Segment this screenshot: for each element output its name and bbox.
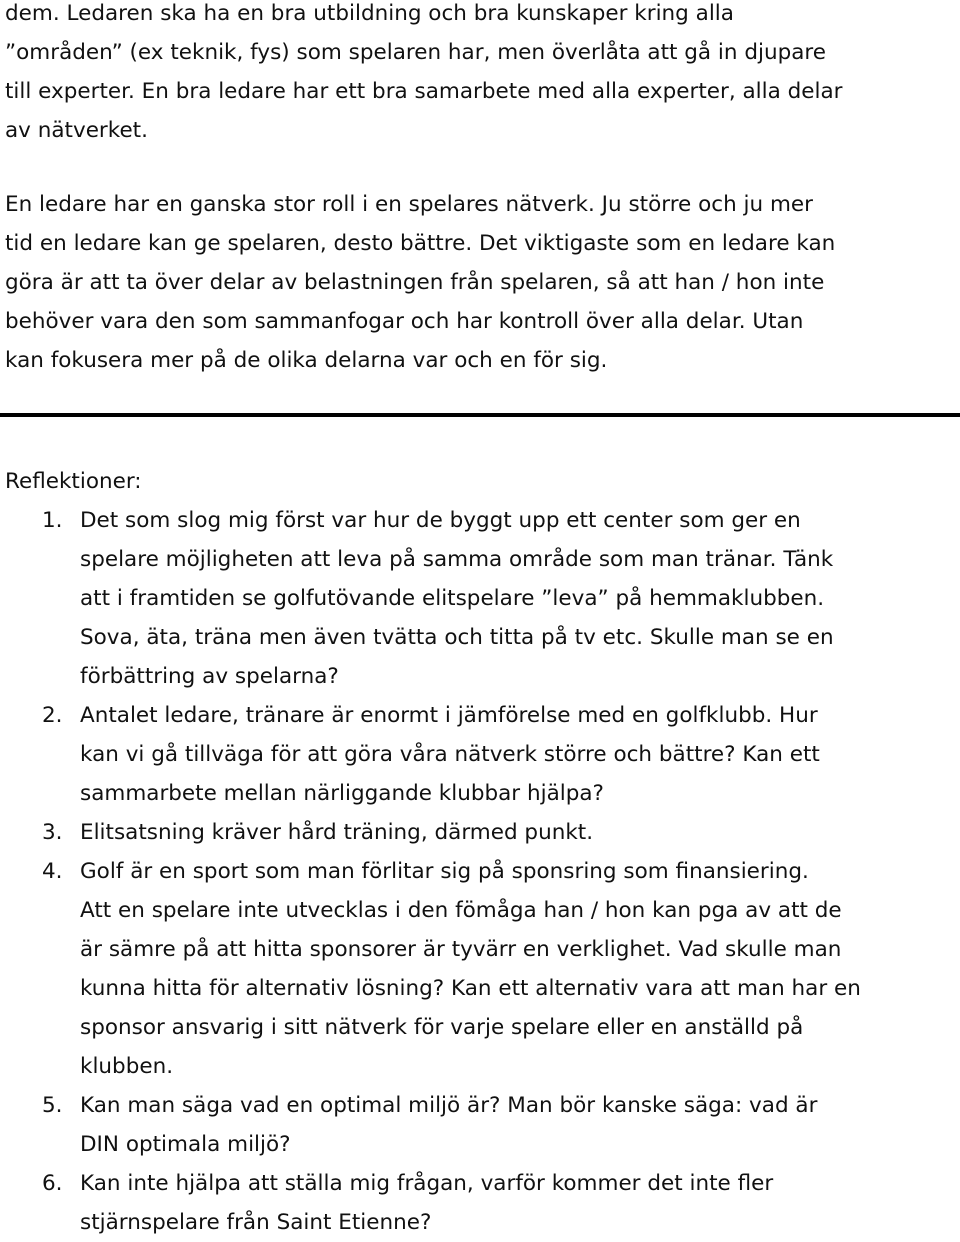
reflection-text (80, 1086, 861, 1164)
reflections-list (0, 501, 861, 1242)
reflection-text (80, 696, 861, 813)
text-line: Kan man säga vad en optimal miljö är? Man bör kanske säga: vad är (80, 1093, 818, 1118)
reflection-item-3 (0, 813, 861, 852)
text-line: till experter. En bra ledare har ett bra samarbete med alla experter, alla delar (5, 79, 843, 104)
text-line: DIN optimala miljö? (80, 1132, 291, 1157)
paragraph-leader-network-role (5, 185, 955, 380)
reflection-item-1 (0, 501, 861, 696)
text-line: Kan inte hjälpa att ställa mig frågan, varför kommer det inte fler (80, 1171, 774, 1196)
text-line: sammarbete mellan närliggande klubbar hjälpa? (80, 781, 604, 806)
text-line: behöver vara den som sammanfogar och har kontroll över alla delar. Utan (5, 309, 804, 334)
text-line: Antalet ledare, tränare är enormt i jämförelse med en golfklubb. Hur (80, 703, 818, 728)
text-line: är sämre på att hitta sponsorer är tyvärr en verklighet. Vad skulle man (80, 937, 842, 962)
text-line: stjärnspelare från Saint Etienne? (80, 1210, 432, 1235)
text-line: förbättring av spelarna? (80, 664, 339, 689)
reflection-item-2 (0, 696, 861, 813)
text-line: En ledare har en ganska stor roll i en spelares nätverk. Ju större och ju mer (5, 192, 814, 217)
text-line: kunna hitta för alternativ lösning? Kan ett alternativ vara att man har en (80, 976, 861, 1001)
text-line: dem. Ledaren ska ha en bra utbildning och bra kunskaper kring alla (5, 1, 734, 26)
text-line: sponsor ansvarig i sitt nätverk för varje spelare eller en anställd på (80, 1015, 804, 1040)
reflection-text (80, 1164, 861, 1242)
text-line: Golf är en sport som man förlitar sig på sponsring som finansiering. (80, 859, 809, 884)
text-line: kan vi gå tillväga för att göra våra nätverk större och bättre? Kan ett (80, 742, 820, 767)
reflection-text (80, 852, 861, 1086)
reflection-item-5 (0, 1086, 861, 1164)
text-line: ”områden” (ex teknik, fys) som spelaren har, men överlåta att gå in djupare (5, 40, 827, 65)
list-number: 2. (42, 703, 63, 728)
reflection-item-4 (0, 852, 861, 1086)
text-line: spelare möjligheten att leva på samma område som man tränar. Tänk (80, 547, 834, 572)
text-line: Sova, äta, träna men även tvätta och titta på tv etc. Skulle man se en (80, 625, 834, 650)
text-line: tid en ledare kan ge spelaren, desto bättre. Det viktigaste som en ledare kan (5, 231, 836, 256)
list-number: 1. (42, 508, 63, 533)
list-number: 3. (42, 820, 63, 845)
reflection-text (80, 501, 861, 696)
text-line: av nätverket. (5, 118, 148, 143)
text-line: klubben. (80, 1054, 174, 1079)
paragraph-leader-role-intro (5, 0, 955, 150)
horizontal-divider (0, 413, 960, 417)
reflection-item-6 (0, 1164, 861, 1242)
text-line: att i framtiden se golfutövande elitspelare ”leva” på hemmaklubben. (80, 586, 825, 611)
list-number: 6. (42, 1171, 63, 1196)
text-line: göra är att ta över delar av belastningen från spelaren, så att han / hon inte (5, 270, 825, 295)
text-line: kan fokusera mer på de olika delarna var och en för sig. (5, 348, 608, 373)
text-line: Elitsatsning kräver hård träning, därmed punkt. (80, 820, 594, 845)
text-line: Att en spelare inte utvecklas i den fömåga han / hon kan pga av att de (80, 898, 842, 923)
text-line: Det som slog mig först var hur de byggt upp ett center som ger en (80, 508, 801, 533)
list-number: 5. (42, 1093, 63, 1118)
list-number: 4. (42, 859, 63, 884)
reflections-heading: Reflektioner: (5, 469, 142, 494)
reflection-text (80, 813, 861, 852)
